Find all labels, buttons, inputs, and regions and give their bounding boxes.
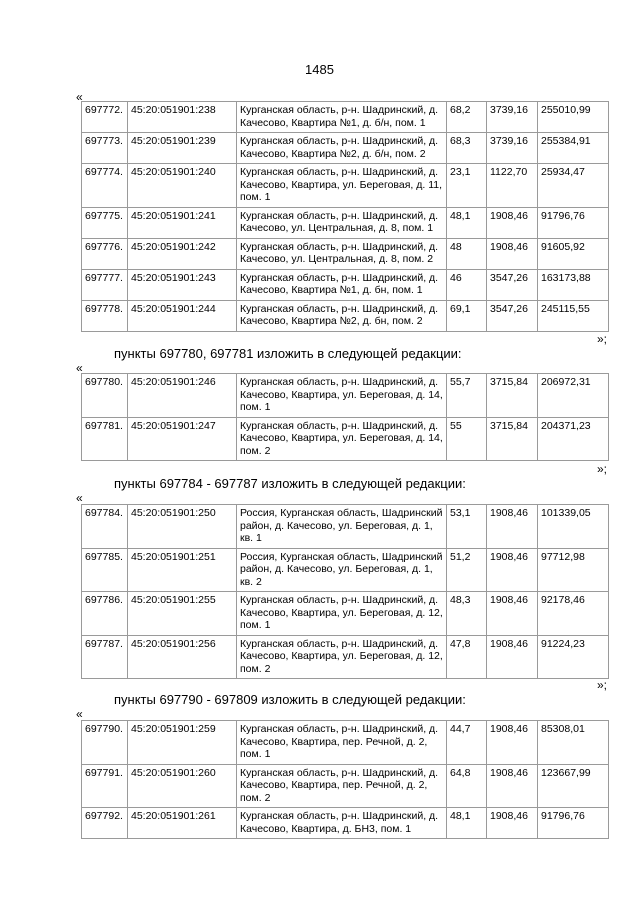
table-row [82,592,609,636]
unit-value-cell: 1908,46 [487,207,538,238]
cadastral-value-cell: 101339,05 [538,505,609,549]
area-cell: 23,1 [447,164,487,208]
table-row [82,808,609,839]
cadastral-value-cell: 123667,99 [538,764,609,808]
unit-value-cell: 1908,46 [487,764,538,808]
row-number-cell: 697787. [82,635,128,679]
table-row [82,417,609,461]
table-row [82,721,609,765]
area-cell: 55,7 [447,374,487,418]
cadastral-number-cell: 45:20:051901:256 [128,635,237,679]
cadastral-value-cell: 204371,23 [538,417,609,461]
row-number-cell: 697792. [82,808,128,839]
cadastral-value-cell: 255010,99 [538,102,609,133]
address-cell: Россия, Курганская область, Шадринский район, д. Качесово, ул. Береговая, д. 1, кв. 1 [237,505,447,549]
unit-value-cell: 3547,26 [487,300,538,331]
address-cell: Россия, Курганская область, Шадринский район, д. Качесово, ул. Береговая, д. 1, кв. 2 [237,548,447,592]
address-cell: Курганская область, р-н. Шадринский, д. Качесово, Квартира №1, д. б/н, пом. 1 [237,102,447,133]
cadastral-number-cell: 45:20:051901:239 [128,133,237,164]
address-cell: Курганская область, р-н. Шадринский, д. Качесово, ул. Центральная, д. 8, пом. 1 [237,207,447,238]
unit-value-cell: 1908,46 [487,238,538,269]
address-cell: Курганская область, р-н. Шадринский, д. Качесово, Квартира №1, д. бн, пом. 1 [237,269,447,300]
amendment-paragraph: пункты 697780, 697781 изложить в следующей редакции: [114,346,462,361]
property-table [81,504,609,679]
unit-value-cell: 3739,16 [487,133,538,164]
table-row [82,238,609,269]
address-cell: Курганская область, р-н. Шадринский, д. Качесово, Квартира, ул. Береговая, д. 14, пом. 1 [237,374,447,418]
row-number-cell: 697791. [82,764,128,808]
cadastral-number-cell: 45:20:051901:259 [128,721,237,765]
row-number-cell: 697786. [82,592,128,636]
row-number-cell: 697773. [82,133,128,164]
cadastral-value-cell: 97712,98 [538,548,609,592]
area-cell: 69,1 [447,300,487,331]
table-row [82,505,609,549]
row-number-cell: 697784. [82,505,128,549]
area-cell: 44,7 [447,721,487,765]
property-table [81,720,609,839]
open-quote: « [76,90,83,104]
table-row [82,269,609,300]
row-number-cell: 697790. [82,721,128,765]
unit-value-cell: 1908,46 [487,721,538,765]
unit-value-cell: 1908,46 [487,548,538,592]
address-cell: Курганская область, р-н. Шадринский, д. Качесово, Квартира, пер. Речной, д. 2, пом. 2 [237,764,447,808]
unit-value-cell: 1908,46 [487,808,538,839]
cadastral-value-cell: 92178,46 [538,592,609,636]
cadastral-number-cell: 45:20:051901:242 [128,238,237,269]
table-row [82,300,609,331]
area-cell: 68,3 [447,133,487,164]
cadastral-value-cell: 85308,01 [538,721,609,765]
close-quote: »; [597,332,608,346]
unit-value-cell: 1908,46 [487,635,538,679]
area-cell: 55 [447,417,487,461]
cadastral-value-cell: 163173,88 [538,269,609,300]
cadastral-number-cell: 45:20:051901:255 [128,592,237,636]
row-number-cell: 697785. [82,548,128,592]
unit-value-cell: 1122,70 [487,164,538,208]
area-cell: 48,1 [447,207,487,238]
unit-value-cell: 3739,16 [487,102,538,133]
table-row [82,102,609,133]
address-cell: Курганская область, р-н. Шадринский, д. Качесово, Квартира, пер. Речной, д. 2, пом. 1 [237,721,447,765]
area-cell: 46 [447,269,487,300]
table-row [82,635,609,679]
cadastral-value-cell: 91796,76 [538,808,609,839]
area-cell: 47,8 [447,635,487,679]
cadastral-value-cell: 245115,55 [538,300,609,331]
row-number-cell: 697777. [82,269,128,300]
address-cell: Курганская область, р-н. Шадринский, д. Качесово, Квартира №2, д. б/н, пом. 2 [237,133,447,164]
property-table [81,101,609,332]
area-cell: 53,1 [447,505,487,549]
area-cell: 51,2 [447,548,487,592]
row-number-cell: 697778. [82,300,128,331]
area-cell: 68,2 [447,102,487,133]
area-cell: 48,3 [447,592,487,636]
row-number-cell: 697781. [82,417,128,461]
table-row [82,133,609,164]
row-number-cell: 697775. [82,207,128,238]
address-cell: Курганская область, р-н. Шадринский, д. Качесово, Квартира, ул. Береговая, д. 12, пом. 1 [237,592,447,636]
address-cell: Курганская область, р-н. Шадринский, д. Качесово, Квартира №2, д. бн, пом. 2 [237,300,447,331]
address-cell: Курганская область, р-н. Шадринский, д. Качесово, Квартира, ул. Береговая, д. 11, пом. 1 [237,164,447,208]
close-quote: »; [597,462,608,476]
amendment-paragraph: пункты 697790 - 697809 изложить в следующей редакции: [114,692,466,707]
cadastral-number-cell: 45:20:051901:251 [128,548,237,592]
unit-value-cell: 1908,46 [487,592,538,636]
cadastral-number-cell: 45:20:051901:250 [128,505,237,549]
table-row [82,548,609,592]
row-number-cell: 697780. [82,374,128,418]
cadastral-value-cell: 91224,23 [538,635,609,679]
area-cell: 48,1 [447,808,487,839]
table-row [82,164,609,208]
table-row [82,764,609,808]
address-cell: Курганская область, р-н. Шадринский, д. Качесово, Квартира, ул. Береговая, д. 12, пом. 2 [237,635,447,679]
unit-value-cell: 3547,26 [487,269,538,300]
row-number-cell: 697774. [82,164,128,208]
table-row [82,374,609,418]
property-table [81,373,609,461]
unit-value-cell: 1908,46 [487,505,538,549]
unit-value-cell: 3715,84 [487,417,538,461]
cadastral-number-cell: 45:20:051901:246 [128,374,237,418]
address-cell: Курганская область, р-н. Шадринский, д. Качесово, Квартира, д. БН3, пом. 1 [237,808,447,839]
page-number: 1485 [305,62,334,77]
cadastral-number-cell: 45:20:051901:238 [128,102,237,133]
open-quote: « [76,707,83,721]
cadastral-number-cell: 45:20:051901:243 [128,269,237,300]
cadastral-value-cell: 91605,92 [538,238,609,269]
open-quote: « [76,491,83,505]
cadastral-number-cell: 45:20:051901:260 [128,764,237,808]
unit-value-cell: 3715,84 [487,374,538,418]
amendment-paragraph: пункты 697784 - 697787 изложить в следующей редакции: [114,476,466,491]
close-quote: »; [597,678,608,692]
cadastral-value-cell: 91796,76 [538,207,609,238]
area-cell: 64,8 [447,764,487,808]
row-number-cell: 697772. [82,102,128,133]
cadastral-number-cell: 45:20:051901:247 [128,417,237,461]
cadastral-number-cell: 45:20:051901:241 [128,207,237,238]
cadastral-number-cell: 45:20:051901:240 [128,164,237,208]
cadastral-value-cell: 206972,31 [538,374,609,418]
open-quote: « [76,361,83,375]
address-cell: Курганская область, р-н. Шадринский, д. Качесово, Квартира, ул. Береговая, д. 14, пом. 2 [237,417,447,461]
cadastral-value-cell: 255384,91 [538,133,609,164]
row-number-cell: 697776. [82,238,128,269]
cadastral-value-cell: 25934,47 [538,164,609,208]
area-cell: 48 [447,238,487,269]
cadastral-number-cell: 45:20:051901:261 [128,808,237,839]
address-cell: Курганская область, р-н. Шадринский, д. Качесово, ул. Центральная, д. 8, пом. 2 [237,238,447,269]
table-row [82,207,609,238]
cadastral-number-cell: 45:20:051901:244 [128,300,237,331]
